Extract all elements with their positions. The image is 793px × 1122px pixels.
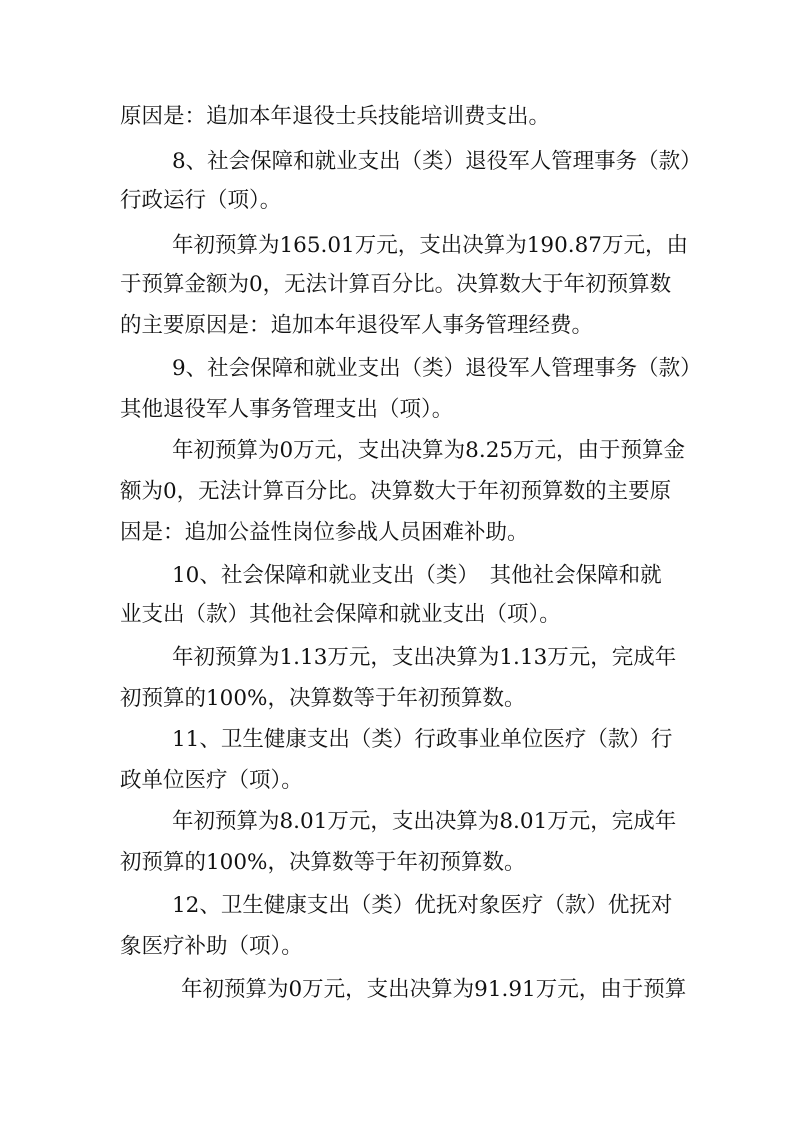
text-line: 10、社会保障和就业支出（类） 其他社会保障和就 <box>172 563 662 588</box>
text-line: 的主要原因是：追加本年退役军人事务管理经费。 <box>120 313 594 338</box>
text-line: 年初预算为165.01万元，支出决算为190.87万元，由 <box>172 233 688 258</box>
text-line: 其他退役军人事务管理支出（项）。 <box>120 397 454 422</box>
text-line: 初预算的100%，决算数等于年初预算数。 <box>120 686 526 711</box>
text-line: 行政运行（项）。 <box>120 188 282 213</box>
text-line: 于预算金额为0，无法计算百分比。决算数大于年初预算数 <box>120 272 672 297</box>
text-line: 象医疗补助（项）。 <box>120 934 303 959</box>
text-line: 8、社会保障和就业支出（类）退役军人管理事务（款） <box>172 149 702 174</box>
text-line: 年初预算为8.01万元，支出决算为8.01万元，完成年 <box>172 809 677 834</box>
text-line: 初预算的100%，决算数等于年初预算数。 <box>120 850 526 875</box>
text-line: 政单位医疗（项）。 <box>120 768 303 793</box>
text-line: 11、卫生健康支出（类）行政事业单位医疗（款）行 <box>172 727 673 752</box>
text-line: 年初预算为0万元，支出决算为8.25万元，由于预算金 <box>172 438 686 463</box>
text-line: 12、卫生健康支出（类）优抚对象医疗（款）优抚对 <box>172 893 673 918</box>
text-line: 原因是：追加本年退役士兵技能培训费支出。 <box>120 104 551 129</box>
text-line: 年初预算为0万元，支出决算为91.91万元，由于预算 <box>181 977 687 1002</box>
text-line: 9、社会保障和就业支出（类）退役军人管理事务（款） <box>172 356 702 381</box>
text-line: 因是：追加公益性岗位参战人员困难补助。 <box>120 520 529 545</box>
text-line: 额为0，无法计算百分比。决算数大于年初预算数的主要原 <box>120 479 672 504</box>
text-line: 业支出（款）其他社会保障和就业支出（项）。 <box>120 602 561 627</box>
text-line: 年初预算为1.13万元，支出决算为1.13万元，完成年 <box>172 645 677 670</box>
